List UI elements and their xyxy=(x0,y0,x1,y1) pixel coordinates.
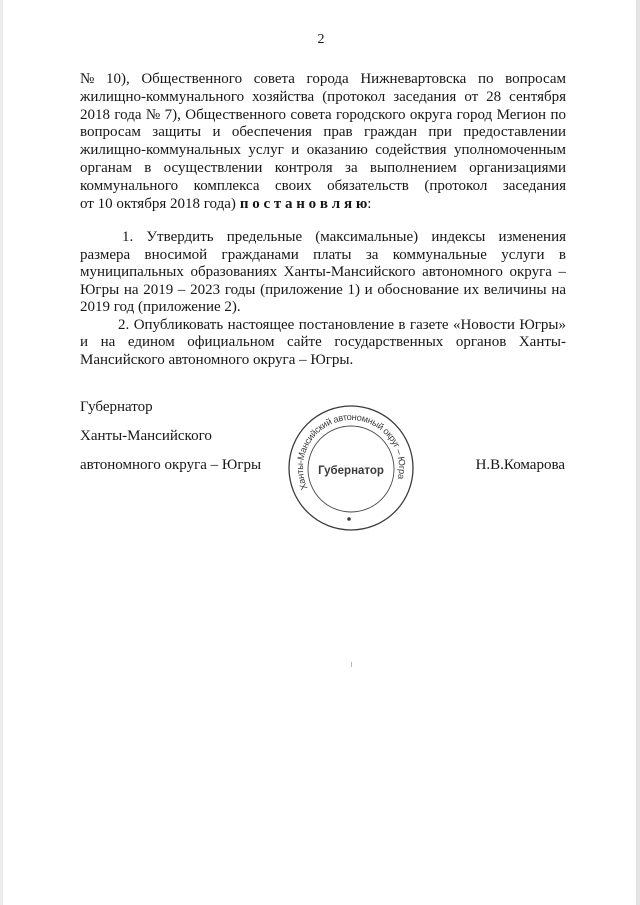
item-2-line xyxy=(80,334,566,352)
preamble-line-text: жилищно-коммунальных услуг и оказанию содействия уполномоченным xyxy=(80,142,566,159)
preamble-line xyxy=(80,124,566,142)
signatory-position xyxy=(80,393,261,480)
item-line-text: 1. Утвердить предельные (максимальные) индексы изменения xyxy=(122,229,566,245)
preamble-line-text: № 10), Общественного совета города Нижневартовска по вопросам xyxy=(80,71,566,87)
signatory-position-line: Губернатор xyxy=(80,399,153,415)
decree-colon: : xyxy=(367,195,372,212)
preamble-line-text: коммунального комплекса своих обязательств (протокол заседания xyxy=(80,177,566,194)
preamble-line xyxy=(80,89,566,107)
item-line-text: 2. Опубликовать настоящее постановление в газете «Новости Югры» xyxy=(118,316,566,333)
preamble-line xyxy=(80,71,566,89)
preamble-line-text: от 10 октября 2018 года) xyxy=(80,195,236,212)
preamble-line xyxy=(80,142,566,160)
preamble-line xyxy=(80,160,566,178)
item-1-line xyxy=(80,229,566,247)
scan-speck xyxy=(351,662,352,667)
official-seal xyxy=(285,402,417,534)
preamble-paragraph xyxy=(80,71,566,213)
item-line-text: Мансийского автономного округа – Югры. xyxy=(80,351,354,368)
item-line-text: Югры на 2019 – 2023 годы (приложение 1) и обоснование их величины на xyxy=(80,281,566,298)
page-number: 2 xyxy=(317,32,325,47)
preamble-line-text: жилищно-коммунального хозяйства (протокол заседания от 28 сентября xyxy=(80,88,566,105)
preamble-line-text: 2018 года № 7), Общественного совета городского округа город Мегион по xyxy=(80,106,566,123)
resolution-items xyxy=(80,229,566,369)
seal-ring-text-path: Ханты-Мансийский автономный округ – Югра xyxy=(294,411,408,492)
preamble-line xyxy=(80,107,566,125)
item-1-line xyxy=(80,247,566,265)
preamble-line-last xyxy=(80,196,566,214)
item-1-line xyxy=(80,264,566,282)
item-1-line xyxy=(80,282,566,300)
item-line-text: 2019 год (приложение 2). xyxy=(80,299,241,315)
item-2-line-last xyxy=(80,352,566,370)
decree-word: п о с т а н о в л я ю xyxy=(239,195,368,212)
signatory-position-line: Ханты-Мансийского xyxy=(80,428,212,444)
item-1-line-last xyxy=(80,299,566,317)
item-line-text: муниципальных образованиях Ханты-Мансийского автономного округа – xyxy=(80,264,566,280)
item-line-text: размера вносимой гражданами платы за коммунальные услуги в xyxy=(80,246,566,263)
preamble-line-text: вопросам защиты и обеспечения прав граждан при предоставлении xyxy=(80,124,566,141)
seal-star xyxy=(347,517,351,521)
signatory-name: Н.В.Комарова xyxy=(475,457,565,473)
signatory-position-line: автономного округа – Югры xyxy=(80,457,262,473)
preamble-line-text: органам в осуществлении контроля за выполнением организациями xyxy=(80,159,566,176)
item-line-text: и на едином официальном сайте государственных органов Ханты- xyxy=(80,334,566,350)
seal-center-text: Губернатор xyxy=(318,465,384,477)
item-2-line xyxy=(80,317,566,335)
preamble-line xyxy=(80,178,566,196)
